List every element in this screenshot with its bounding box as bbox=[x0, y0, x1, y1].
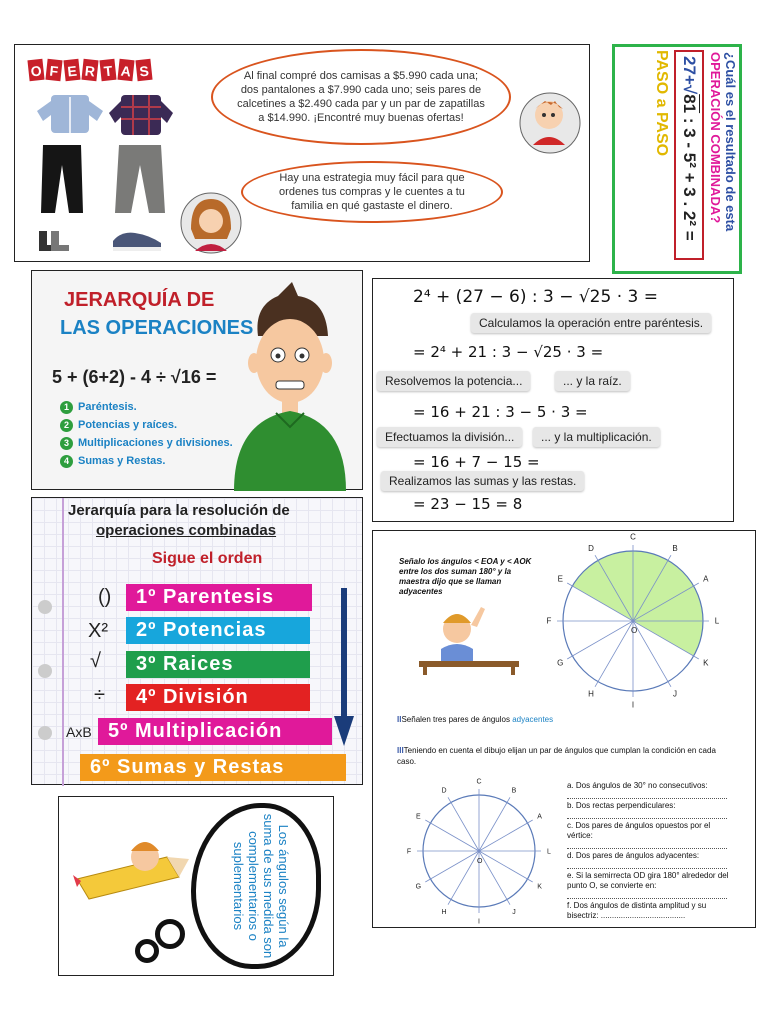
ray-line bbox=[479, 851, 510, 905]
jerarquia-title2: LAS OPERACIONES bbox=[60, 317, 254, 339]
step-2-potencias: 2º Potencias bbox=[126, 617, 310, 644]
ray-line bbox=[479, 820, 533, 851]
ray-line bbox=[479, 851, 533, 882]
ray-label: C bbox=[630, 532, 636, 542]
pregunta-rotated bbox=[616, 46, 738, 270]
ray-label: J bbox=[512, 908, 516, 916]
symbol-parentesis: () bbox=[98, 586, 112, 608]
sign-letter: S bbox=[138, 62, 150, 80]
sign-letter: F bbox=[48, 62, 59, 80]
arrow-down-icon bbox=[332, 588, 356, 748]
number-circle-icon: 3 bbox=[60, 437, 73, 450]
orden-title-2: operaciones combinadas bbox=[96, 522, 277, 539]
sign-letter: R bbox=[84, 62, 96, 80]
callout-raiz: ... y la raíz. bbox=[555, 371, 630, 391]
orden-subtitle: Sigue el orden bbox=[152, 550, 263, 567]
ejercicio-panel bbox=[372, 530, 756, 928]
sign-letter-card bbox=[63, 58, 81, 82]
ray-label: K bbox=[703, 658, 709, 668]
item-e: e. Si la semirrecta OD gira 180° alrededor del punto O, se convierte en: bbox=[567, 871, 729, 890]
bubble-estrategia-text: Hay una estrategia muy fácil para que ordenes tus compras y le cuentes a tu familia en qué gastaste el dinero. bbox=[279, 172, 465, 212]
angle-circle-top bbox=[541, 532, 737, 710]
sign-letter: A bbox=[120, 62, 132, 80]
callout-potencia: Resolvemos la potencia... bbox=[377, 371, 530, 391]
sign-letter: O bbox=[29, 62, 43, 80]
ray-label: F bbox=[406, 848, 412, 856]
pregunta-panel bbox=[612, 44, 742, 274]
number-circle-icon: 1 bbox=[60, 401, 73, 414]
item-b: b. Dos rectas perpendiculares: bbox=[567, 801, 676, 810]
ray-line bbox=[595, 621, 633, 687]
clothes-illustration bbox=[29, 93, 179, 258]
hole-icon bbox=[38, 664, 52, 678]
center-label: O bbox=[631, 626, 638, 635]
ray-line bbox=[425, 851, 479, 882]
hole-icon bbox=[38, 726, 52, 740]
sign-letter-card bbox=[135, 58, 153, 82]
expr-part-d: : 3 - 5² + 3 . 2² = bbox=[680, 113, 699, 241]
center-label: O bbox=[477, 858, 483, 865]
ray-line bbox=[448, 851, 479, 905]
ray-line bbox=[425, 820, 479, 851]
ray-label: A bbox=[703, 574, 709, 584]
orden-panel bbox=[31, 497, 363, 785]
sign-letter: E bbox=[66, 62, 78, 80]
symbol-raiz: √ bbox=[90, 650, 101, 672]
jerarquia-list bbox=[60, 401, 233, 473]
answer-line bbox=[567, 847, 727, 849]
paso-line-2: = 2⁴ + 21 : 3 − √25 · 3 = bbox=[413, 343, 604, 361]
answer-line bbox=[567, 817, 727, 819]
symbol-potencia: X² bbox=[88, 620, 108, 642]
ray-line bbox=[448, 797, 479, 851]
girl-avatar bbox=[177, 189, 245, 257]
ofertas-sign-graphic bbox=[27, 55, 157, 85]
ray-line bbox=[567, 621, 633, 659]
bubble-compras-text: Al final compré dos camisas a $5.990 cada una; dos pantalones a $7.990 cada uno; seis pares de calcetines a $2.490 cada par y un par de zapatillas a $14.990. ¡Encontré muy buenas ofertas! bbox=[237, 70, 485, 124]
item-a: a. Dos ángulos de 30° no consecutivos: bbox=[567, 781, 708, 790]
thought-circle-medium bbox=[155, 919, 185, 949]
ray-label: A bbox=[537, 813, 542, 821]
student-desk-illustration bbox=[413, 605, 523, 675]
paso-line-1: 2⁴ + (27 − 6) : 3 − √25 · 3 = bbox=[413, 287, 658, 307]
ray-label: J bbox=[673, 689, 677, 699]
ray-label: L bbox=[547, 848, 551, 856]
answer-line bbox=[567, 867, 727, 869]
ray-line bbox=[479, 797, 510, 851]
expr-part-a: 27+ bbox=[680, 56, 699, 85]
jerarquia-item: 4 Sumas y Restas. bbox=[60, 455, 233, 473]
answer-line bbox=[567, 897, 727, 899]
ray-label: H bbox=[441, 908, 447, 916]
answer-line bbox=[567, 797, 727, 799]
callout-multiplicacion: ... y la multiplicación. bbox=[533, 427, 660, 447]
ray-label: G bbox=[557, 658, 564, 668]
socks-icon bbox=[39, 231, 69, 251]
ray-label: B bbox=[511, 787, 517, 795]
hole-icon bbox=[38, 600, 52, 614]
ray-label: I bbox=[631, 700, 635, 710]
jerarquia-expression: 5 + (6+2) - 4 ÷ √16 = bbox=[52, 367, 217, 387]
ray-label: D bbox=[588, 543, 594, 553]
shirt-blue-icon bbox=[37, 95, 103, 133]
step-1-parentesis: 1º Parentesis bbox=[126, 584, 312, 611]
callout-sumas-restas: Realizamos las sumas y las restas. bbox=[381, 471, 584, 491]
pants-gray-icon bbox=[115, 145, 165, 213]
angle-circle-bottom bbox=[399, 773, 569, 926]
sneakers-icon bbox=[113, 233, 161, 251]
shaded-angle-region bbox=[572, 551, 703, 656]
symbol-multiplicacion: AxB bbox=[66, 724, 92, 740]
question-2: IISeñalen tres pares de ángulos adyacentes bbox=[397, 715, 554, 724]
sqrt-symbol: √ bbox=[680, 84, 699, 95]
question-3: IIITeniendo en cuenta el dibujo elijan un par de ángulos que cumplan la condición en cada caso. bbox=[397, 746, 716, 766]
angulos-text: Los ángulos según la suma de sus medida son complementarios o suplementarios bbox=[231, 813, 291, 959]
angulos-thought-panel bbox=[58, 796, 334, 976]
symbol-division: ÷ bbox=[94, 684, 105, 706]
ejercicio-intro: Señalo los ángulos < EOA y < AOK entre los dos suman 180° y la maestra dijo que se llaman adyacentes bbox=[399, 557, 532, 596]
sign-letter-card bbox=[117, 58, 135, 82]
expression-box bbox=[674, 50, 704, 260]
ofertas-sign bbox=[27, 55, 157, 85]
callout-parentesis: Calculamos la operación entre paréntesis. bbox=[471, 313, 711, 333]
number-circle-icon: 2 bbox=[60, 419, 73, 432]
jerarquia-item: 3 Multiplicaciones y divisiones. bbox=[60, 437, 233, 455]
step-6-sumas-restas: 6º Sumas y Restas bbox=[80, 754, 346, 781]
item-f: f. Dos ángulos de distinta amplitud y su bisectriz: ...................................... bbox=[567, 901, 707, 920]
pregunta-line1: ¿Cuál es el resultado de esta bbox=[723, 52, 738, 232]
speech-bubble-estrategia bbox=[241, 161, 503, 223]
thought-circle-small bbox=[135, 939, 159, 963]
sign-letter-card bbox=[81, 58, 99, 82]
ray-label: E bbox=[416, 813, 421, 821]
expr-radicand: 81 bbox=[680, 94, 699, 114]
step-5-multiplicacion: 5º Multiplicación bbox=[98, 718, 332, 745]
angulos-text-rotated bbox=[221, 809, 291, 963]
shirt-plaid-icon bbox=[109, 95, 173, 135]
callout-division: Efectuamos la división... bbox=[377, 427, 522, 447]
item-d: d. Dos pares de ángulos adyacentes: bbox=[567, 851, 700, 860]
paso-a-paso: PASO a PASO bbox=[653, 50, 670, 157]
ray-label: E bbox=[557, 574, 563, 584]
step-3-raices: 3º Raices bbox=[126, 651, 310, 678]
pencil-boy-illustration bbox=[67, 837, 193, 927]
paso-line-3: = 16 + 21 : 3 − 5 · 3 = bbox=[413, 403, 588, 421]
boy-avatar bbox=[515, 85, 585, 155]
step-4-division: 4º División bbox=[126, 684, 310, 711]
jerarquia-item: 2 Potencias y raíces. bbox=[60, 419, 233, 437]
ray-label: D bbox=[441, 787, 447, 795]
sign-letter-card bbox=[27, 58, 45, 82]
sign-letter-card bbox=[45, 58, 63, 82]
item-c: c. Dos pares de ángulos opuestos por el vértice: bbox=[567, 821, 711, 840]
speech-bubble-compras bbox=[211, 49, 511, 145]
ray-label: C bbox=[476, 778, 482, 786]
sign-letter-card bbox=[99, 58, 117, 82]
jerarquia-item: 1 Paréntesis. bbox=[60, 401, 233, 419]
pants-black-icon bbox=[41, 145, 83, 213]
pasos-panel bbox=[372, 278, 734, 522]
ray-label: I bbox=[478, 918, 480, 926]
ofertas-panel bbox=[14, 44, 590, 262]
jerarquia-panel bbox=[31, 270, 363, 490]
ray-label: F bbox=[546, 616, 552, 626]
ray-label: B bbox=[672, 543, 678, 553]
paso-line-4: = 16 + 7 − 15 = bbox=[413, 453, 540, 471]
jerarquia-title1: JERARQUÍA DE bbox=[64, 289, 215, 311]
boy-character-illustration bbox=[228, 281, 358, 491]
ray-label: G bbox=[415, 883, 422, 891]
paso-line-5: = 23 − 15 = 8 bbox=[413, 495, 523, 513]
pregunta-line2: OPERACIÓN COMBINADA? bbox=[708, 52, 723, 224]
margin-line bbox=[62, 498, 64, 786]
orden-title-1: Jerarquía para la resolución de bbox=[68, 502, 290, 519]
number-circle-icon: 4 bbox=[60, 455, 73, 468]
sign-letter: T bbox=[103, 62, 114, 80]
ray-label: H bbox=[588, 689, 594, 699]
ray-label: K bbox=[537, 883, 542, 891]
ray-label: L bbox=[714, 616, 720, 626]
